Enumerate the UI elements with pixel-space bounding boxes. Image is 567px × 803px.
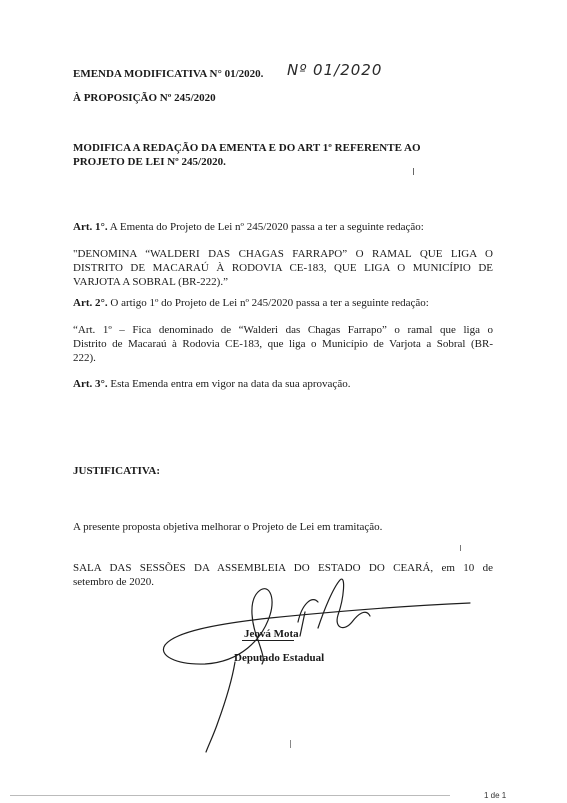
- art1-quote-line-1: "DENOMINA “WALDERI DAS CHAGAS FARRAPO” O RAMAL QUE LIGA O: [73, 248, 493, 260]
- justificativa-title: JUSTIFICATIVA:: [73, 465, 161, 477]
- stray-mark: [460, 545, 461, 551]
- signatory-name: Jeová Mota: [244, 628, 299, 640]
- art2-quote-line-3: 222).: [73, 352, 96, 364]
- art1-quote-line-3: VARJOTA A SOBRAL (BR-222).”: [73, 276, 228, 288]
- emenda-title: EMENDA MODIFICATIVA N° 01/2020.: [73, 68, 264, 80]
- art1-text: A Ementa do Projeto de Lei nº 245/2020 passa a ter a seguinte redação:: [109, 221, 424, 233]
- stray-mark: [290, 740, 291, 748]
- art2-quote-line-2: Distrito de Macaraú à Rodovia CE-183, que liga o Município de Varjota a Sobral (BR-: [73, 338, 493, 350]
- proposicao-title: À PROPOSIÇÃO Nº 245/2020: [73, 92, 216, 104]
- closing-line-2: setembro de 2020.: [73, 576, 154, 588]
- signatory-role: Deputado Estadual: [234, 652, 325, 664]
- art2-text: O artigo 1º do Projeto de Lei nº 245/2020 passa a ter a seguinte redação:: [110, 297, 429, 309]
- ementa-line-2: PROJETO DE LEI Nº 245/2020.: [73, 156, 226, 168]
- page-number: 1 de 1: [484, 791, 507, 800]
- stray-mark: [413, 168, 414, 175]
- justificativa-text: A presente proposta objetiva melhorar o Projeto de Lei em tramitação.: [73, 521, 383, 533]
- art3-text: Esta Emenda entra em vigor na data da sua aprovação.: [110, 378, 351, 390]
- ementa-line-1: MODIFICA A REDAÇÃO DA EMENTA E DO ART 1º REFERENTE AO: [73, 142, 421, 154]
- art1-label: Art. 1°.: [73, 221, 108, 233]
- page-edge: [10, 795, 450, 796]
- signature-line: [242, 640, 294, 641]
- art3-label: Art. 3°.: [73, 378, 108, 390]
- art2-quote-line-1: “Art. 1º – Fica denominado de “Walderi das Chagas Farrapo” o ramal que liga o: [73, 324, 493, 336]
- closing-line-1: SALA DAS SESSÕES DA ASSEMBLEIA DO ESTADO DO CEARÁ, em 10 de: [73, 562, 493, 574]
- handwritten-number: Nº 01/2020: [287, 61, 383, 79]
- art1-quote-line-2: DISTRITO DE MACARAÚ À RODOVIA CE-183, QUE LIGA O MUNICÍPIO DE: [73, 262, 493, 274]
- art2-label: Art. 2°.: [73, 297, 108, 309]
